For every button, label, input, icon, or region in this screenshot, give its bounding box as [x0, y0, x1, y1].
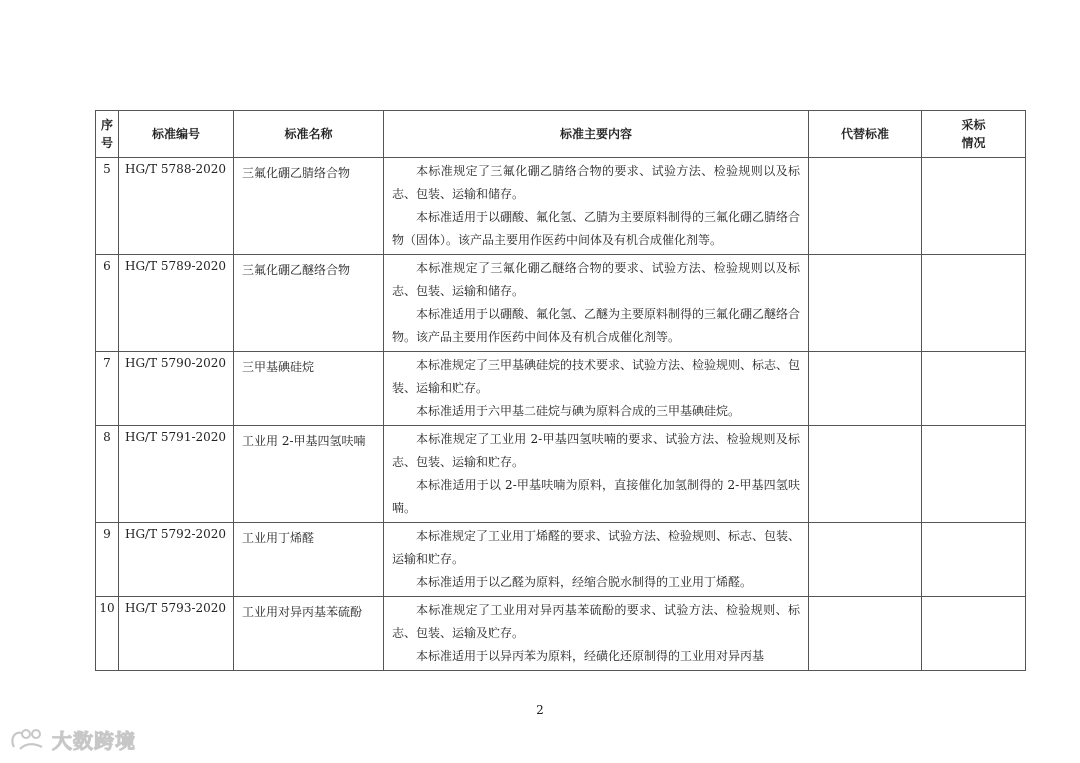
standard-name: 工业用对异丙基苯硫酚: [234, 597, 384, 671]
content-paragraph: 本标准适用于六甲基二硅烷与碘为原料合成的三甲基碘硅烷。: [416, 404, 741, 418]
header-code: 标准编号: [119, 111, 234, 158]
header-content: 标准主要内容: [384, 111, 809, 158]
adoption-status: [922, 597, 1026, 671]
content-paragraph: 本标准适用于以硼酸、氟化氢、乙腈为主要原料制得的三氟化硼乙腈络合物（固体）。该产品主要用作医药中间体及有机合成催化剂等。: [392, 210, 801, 247]
replaced-standard: [809, 597, 922, 671]
header-no: 序号: [96, 111, 119, 158]
page-number: 2: [536, 703, 544, 717]
content-paragraph: 本标准规定了工业用丁烯醛的要求、试验方法、检验规则、标志、包装、运输和贮存。: [392, 529, 801, 566]
table-row: [96, 352, 1026, 426]
watermark-text: 大数跨境: [52, 728, 136, 753]
table-row: [96, 255, 1026, 352]
table-row: [96, 158, 1026, 255]
header-row: [96, 111, 1026, 158]
standard-content: [384, 523, 809, 597]
content-paragraph: 本标准适用于以乙醛为原料，经缩合脱水制得的工业用丁烯醛。: [416, 575, 753, 589]
standard-name: 三氟化硼乙腈络合物: [234, 158, 384, 255]
table-row: [96, 426, 1026, 523]
standard-name: 三氟化硼乙醚络合物: [234, 255, 384, 352]
content-paragraph: 本标准规定了三氟化硼乙腈络合物的要求、试验方法、检验规则以及标志、包装、运输和储存。: [392, 164, 800, 201]
standard-content: [384, 426, 809, 523]
standard-code: HG/T 5791-2020: [119, 426, 234, 523]
adoption-status: [922, 426, 1026, 523]
table-row: [96, 597, 1026, 671]
replaced-standard: [809, 352, 922, 426]
standard-code: HG/T 5788-2020: [119, 158, 234, 255]
header-replace: 代替标准: [809, 111, 922, 158]
standard-content: [384, 597, 809, 671]
standard-code: HG/T 5789-2020: [119, 255, 234, 352]
standard-content: [384, 255, 809, 352]
standard-code: HG/T 5792-2020: [119, 523, 234, 597]
standard-name: 工业用 2-甲基四氢呋喃: [234, 426, 384, 523]
replaced-standard: [809, 255, 922, 352]
watermark: [8, 724, 136, 754]
replaced-standard: [809, 523, 922, 597]
row-number: 6: [96, 255, 119, 352]
header-name: 标准名称: [234, 111, 384, 158]
standard-code: HG/T 5790-2020: [119, 352, 234, 426]
content-paragraph: 本标准规定了工业用对异丙基苯硫酚的要求、试验方法、检验规则、标志、包装、运输及贮存。: [392, 603, 800, 640]
logo-icon: [8, 725, 48, 753]
content-paragraph: 本标准规定了三甲基碘硅烷的技术要求、试验方法、检验规则、标志、包装、运输和贮存。: [392, 358, 801, 395]
standard-code: HG/T 5793-2020: [119, 597, 234, 671]
standard-name: 工业用丁烯醛: [234, 523, 384, 597]
row-number: 7: [96, 352, 119, 426]
content-paragraph: 本标准适用于以异丙苯为原料，经磺化还原制得的工业用对异丙基: [416, 649, 765, 663]
standards-table: [95, 110, 1026, 671]
row-number: 9: [96, 523, 119, 597]
replaced-standard: [809, 158, 922, 255]
standard-content: [384, 158, 809, 255]
table-row: [96, 523, 1026, 597]
row-number: 5: [96, 158, 119, 255]
row-number: 8: [96, 426, 119, 523]
standard-name: 三甲基碘硅烷: [234, 352, 384, 426]
replaced-standard: [809, 426, 922, 523]
standard-content: [384, 352, 809, 426]
adoption-status: [922, 352, 1026, 426]
adoption-status: [922, 255, 1026, 352]
header-adopt: 采标情况: [922, 111, 1026, 158]
content-paragraph: 本标准适用于以硼酸、氟化氢、乙醚为主要原料制得的三氟化硼乙醚络合物。该产品主要用作医药中间体及有机合成催化剂等。: [392, 307, 801, 344]
content-paragraph: 本标准适用于以 2-甲基呋喃为原料，直接催化加氢制得的 2-甲基四氢呋喃。: [392, 478, 800, 515]
adoption-status: [922, 523, 1026, 597]
adoption-status: [922, 158, 1026, 255]
content-paragraph: 本标准规定了三氟化硼乙醚络合物的要求、试验方法、检验规则以及标志、包装、运输和储存。: [392, 261, 800, 298]
row-number: 10: [96, 597, 119, 671]
content-paragraph: 本标准规定了工业用 2-甲基四氢呋喃的要求、试验方法、检验规则及标志、包装、运输和贮存。: [392, 432, 800, 469]
